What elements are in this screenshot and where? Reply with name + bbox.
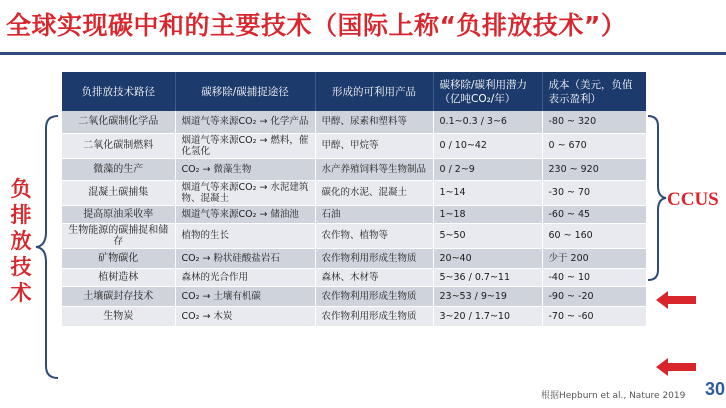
table-cell: 水产养殖饲料等生物制品 <box>315 158 433 180</box>
table-cell: 5~50 <box>433 223 542 248</box>
table-row <box>62 111 646 133</box>
side-label-char: 负 <box>10 177 32 201</box>
table-cell: 甲醇、甲烷等 <box>315 133 433 158</box>
header-potential: 碳移除/碳利用潜力（亿吨CO₂/年） <box>433 72 542 111</box>
header-cost: 成本（美元，负值表示盈利） <box>542 72 646 111</box>
ccus-label: CCUS <box>667 189 719 210</box>
table-cell: 二氧化碳制燃料 <box>62 133 175 158</box>
table-cell: 农作物利用形成生物质 <box>315 248 433 268</box>
table-cell: 0 / 10~42 <box>433 133 542 158</box>
table-cell: 农作物、植物等 <box>315 223 433 248</box>
table-cell: 3~20 / 1.7~10 <box>433 306 542 326</box>
table-cell: 烟道气等来源CO₂ → 储油池 <box>175 205 315 223</box>
table-row <box>62 268 646 286</box>
table-cell: 烟道气等来源CO₂ → 化学产品 <box>175 111 315 133</box>
table-cell: 1~14 <box>433 180 542 205</box>
header-pathway: 负排放技术路径 <box>62 72 175 111</box>
table-cell: -60 ~ 45 <box>542 205 646 223</box>
table-cell: CO₂ → 粉状硅酸盐岩石 <box>175 248 315 268</box>
table-row <box>62 133 646 158</box>
table-cell: 碳化的水泥、混凝土 <box>315 180 433 205</box>
table-cell: 1~18 <box>433 205 542 223</box>
table-cell: 提高原油采收率 <box>62 205 175 223</box>
source-citation: 根据Hepburn et al., Nature 2019 <box>541 391 686 401</box>
table-cell: CO₂ → 土壤有机碳 <box>175 286 315 306</box>
page-number: 30 <box>705 379 726 399</box>
table-row <box>62 306 646 326</box>
table-cell: 石油 <box>315 205 433 223</box>
table-cell: 60 ~ 160 <box>542 223 646 248</box>
table-row <box>62 223 646 248</box>
table-cell: 植树造林 <box>62 268 175 286</box>
table-cell: 生物炭 <box>62 306 175 326</box>
table-cell: 0.1~0.3 / 3~6 <box>433 111 542 133</box>
arrow-left-icon <box>656 358 696 376</box>
table-cell: -80 ~ 320 <box>542 111 646 133</box>
table-row <box>62 248 646 268</box>
side-label-char: 排 <box>10 203 32 227</box>
side-label <box>8 176 34 306</box>
table-cell: 微藻的生产 <box>62 158 175 180</box>
table-cell: CO₂ → 木炭 <box>175 306 315 326</box>
side-label-char: 术 <box>10 281 32 305</box>
table-cell: 20~40 <box>433 248 542 268</box>
table-cell: 混凝土碳捕集 <box>62 180 175 205</box>
side-label-char: 放 <box>10 229 32 253</box>
table-cell: 二氧化碳制化学品 <box>62 111 175 133</box>
table-cell: 甲醇、尿素和塑料等 <box>315 111 433 133</box>
title-divider <box>0 52 726 55</box>
table-cell: 5~36 / 0.7~11 <box>433 268 542 286</box>
table-cell: -30 ~ 70 <box>542 180 646 205</box>
table-cell: 矿物碳化 <box>62 248 175 268</box>
left-brace <box>34 114 60 380</box>
table-cell: 森林的光合作用 <box>175 268 315 286</box>
table-row <box>62 286 646 306</box>
table-cell: 0 ~ 670 <box>542 133 646 158</box>
negative-emission-table <box>62 72 646 327</box>
table-cell: 土壤碳封存技术 <box>62 286 175 306</box>
table-cell: -70 ~ -60 <box>542 306 646 326</box>
table-cell: 植物的生长 <box>175 223 315 248</box>
arrow-left-icon <box>656 291 696 309</box>
header-products: 形成的可利用产品 <box>315 72 433 111</box>
table-row <box>62 205 646 223</box>
table-cell: CO₂ → 微藻生物 <box>175 158 315 180</box>
table-cell: 烟道气等来源CO₂ → 燃料，催化氢化 <box>175 133 315 158</box>
table-cell: -90 ~ -20 <box>542 286 646 306</box>
table-cell: 烟道气等来源CO₂ → 水泥建筑物、混凝土 <box>175 180 315 205</box>
table-cell: 森林、木材等 <box>315 268 433 286</box>
table-cell: 230 ~ 920 <box>542 158 646 180</box>
table-cell: -40 ~ 10 <box>542 268 646 286</box>
table-cell: 农作物利用形成生物质 <box>315 306 433 326</box>
slide-title: 全球实现碳中和的主要技术（国际上称“负排放技术”） <box>6 11 627 40</box>
table-cell: 0 / 2~9 <box>433 158 542 180</box>
side-label-char: 技 <box>10 255 32 279</box>
table-cell: 农作物利用形成生物质 <box>315 286 433 306</box>
table-cell: 少于 200 <box>542 248 646 268</box>
table-cell: 生物能源的碳捕捉和储存 <box>62 223 175 248</box>
table-row <box>62 180 646 205</box>
table-cell: 23~53 / 9~19 <box>433 286 542 306</box>
table-header-row <box>62 72 646 111</box>
header-removal-route: 碳移除/碳捕捉途径 <box>175 72 315 111</box>
table-row <box>62 158 646 180</box>
right-brace <box>646 114 668 282</box>
